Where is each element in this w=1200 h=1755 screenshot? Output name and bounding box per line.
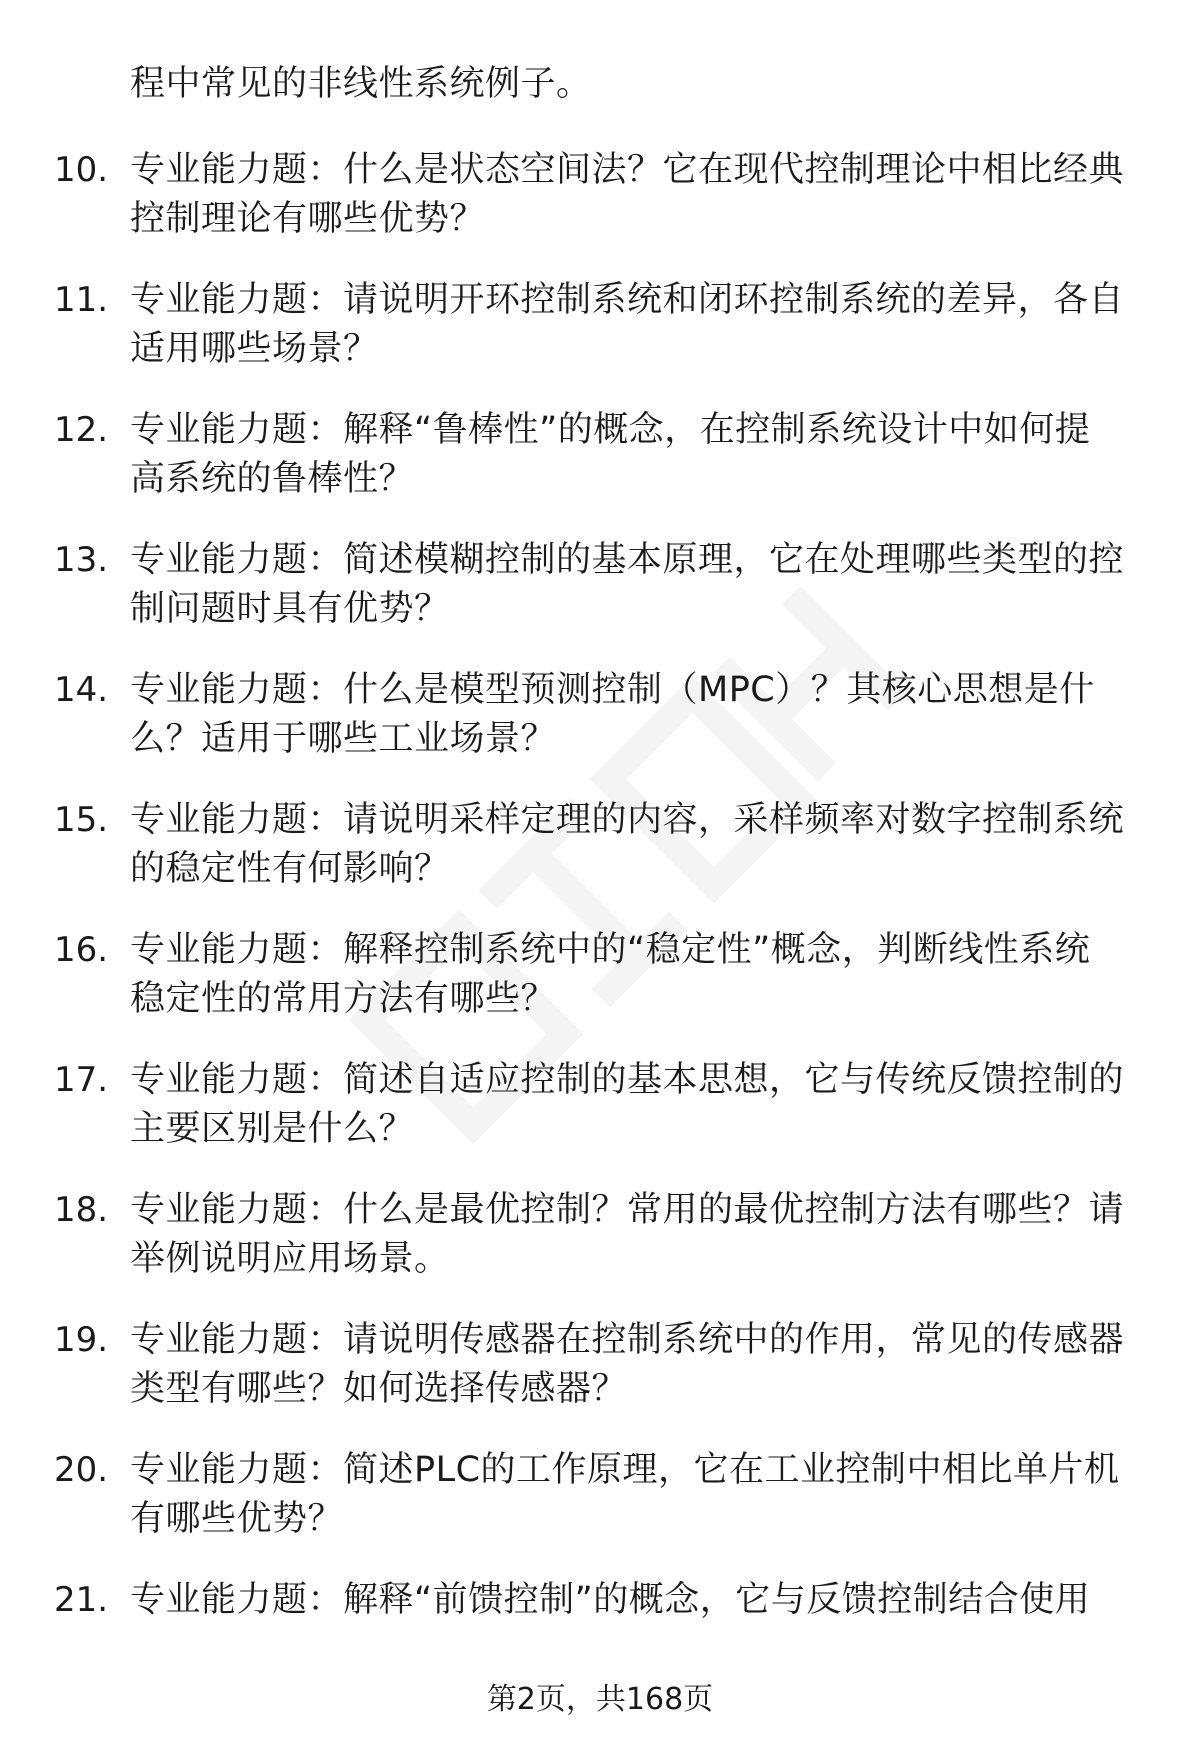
question-number: 15.	[54, 800, 109, 840]
question-number: 11.	[54, 280, 109, 320]
question-text-line: 的稳定性有何影响？	[130, 849, 450, 889]
question-text-line: 专业能力题：简述自适应控制的基本思想，它与传统反馈控制的	[130, 1060, 1125, 1100]
question-text-line: 么？适用于哪些工业场景？	[130, 719, 557, 759]
question-item	[0, 396, 1200, 526]
question-text-line: 专业能力题：请说明采样定理的内容，采样频率对数字控制系统	[130, 800, 1125, 840]
question-text-line: 高系统的鲁棒性？	[130, 459, 415, 499]
question-text-line: 举例说明应用场景。	[130, 1239, 450, 1279]
question-number: 14.	[54, 670, 109, 710]
question-number: 19.	[54, 1320, 109, 1360]
question-item	[0, 786, 1200, 916]
question-text-line: 有哪些优势？	[130, 1499, 344, 1539]
question-text-line: 专业能力题：简述PLC的工作原理，它在工业控制中相比单片机	[130, 1450, 1120, 1490]
question-text-line: 类型有哪些？如何选择传感器？	[130, 1369, 628, 1409]
question-item	[0, 136, 1200, 266]
question-item	[0, 266, 1200, 396]
question-item	[0, 526, 1200, 656]
question-number: 20.	[54, 1450, 109, 1490]
question-text-line: 专业能力题：什么是状态空间法？它在现代控制理论中相比经典	[130, 150, 1125, 190]
question-text-line: 专业能力题：解释控制系统中的“稳定性”概念，判断线性系统	[130, 930, 1091, 970]
page-footer: 第2页，共168页	[486, 1682, 714, 1717]
question-number: 17.	[54, 1060, 109, 1100]
question-number: 16.	[54, 930, 109, 970]
question-text-line: 适用哪些场景？	[130, 329, 379, 369]
question-item	[0, 1566, 1200, 1696]
question-text-line: 控制理论有哪些优势？	[130, 199, 486, 239]
question-item	[0, 1436, 1200, 1566]
question-text-line: 制问题时具有优势？	[130, 589, 450, 629]
question-item	[0, 656, 1200, 786]
continuation-text: 程中常见的非线性系统例子。	[130, 64, 592, 104]
question-item	[0, 916, 1200, 1046]
question-text-line: 专业能力题：什么是模型预测控制（MPC）？其核心思想是什	[130, 670, 1095, 710]
question-number: 10.	[54, 150, 109, 190]
question-text-line: 主要区别是什么？	[130, 1109, 415, 1149]
question-item	[0, 1176, 1200, 1306]
question-list	[0, 136, 1200, 1696]
question-number: 21.	[54, 1580, 109, 1620]
question-text-line: 专业能力题：请说明传感器在控制系统中的作用，常见的传感器	[130, 1320, 1125, 1360]
question-text-line: 专业能力题：请说明开环控制系统和闭环控制系统的差异，各自	[130, 280, 1125, 320]
question-item	[0, 1306, 1200, 1436]
question-item	[0, 1046, 1200, 1176]
question-text-line: 专业能力题：解释“鲁棒性”的概念，在控制系统设计中如何提	[130, 410, 1091, 450]
question-text-line: 稳定性的常用方法有哪些？	[130, 979, 557, 1019]
question-text-line: 专业能力题：简述模糊控制的基本原理，它在处理哪些类型的控	[130, 540, 1125, 580]
question-text-line: 专业能力题：什么是最优控制？常用的最优控制方法有哪些？请	[130, 1190, 1125, 1230]
question-number: 12.	[54, 410, 109, 450]
question-text-line: 专业能力题：解释“前馈控制”的概念，它与反馈控制结合使用	[130, 1580, 1091, 1620]
question-number: 18.	[54, 1190, 109, 1230]
question-number: 13.	[54, 540, 109, 580]
